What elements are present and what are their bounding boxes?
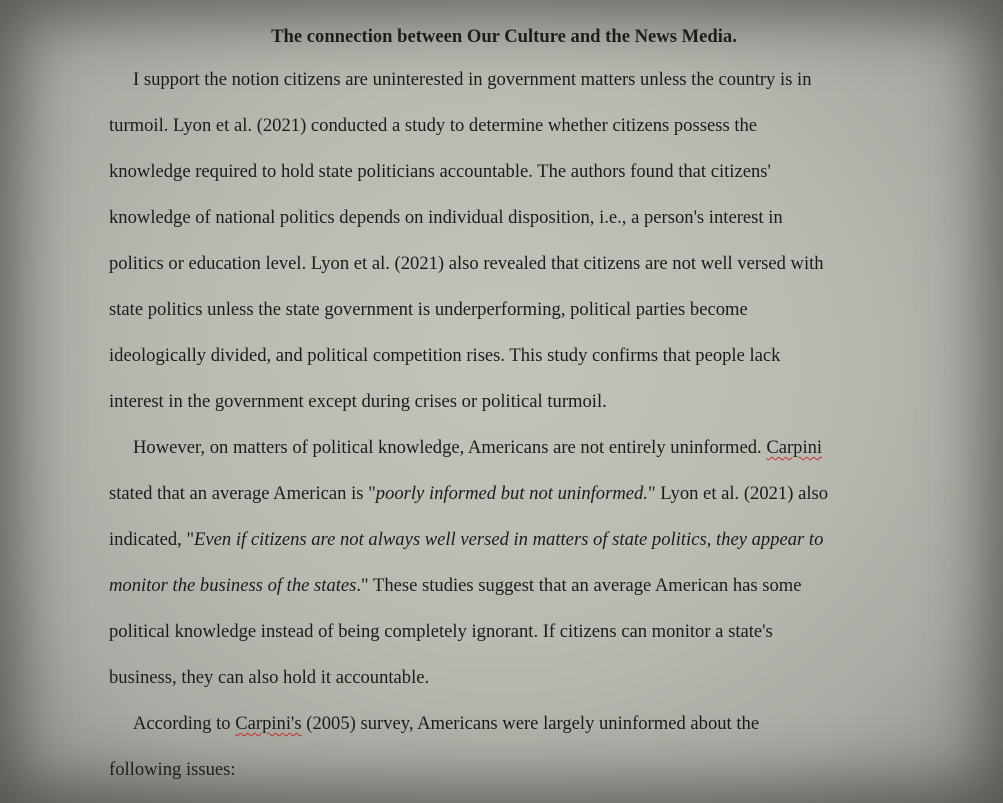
paragraph-1	[109, 57, 899, 425]
text-run: " Lyon et al. (2021) also	[647, 483, 829, 504]
text-line	[109, 701, 899, 747]
text-line: I support the notion citizens are uninterested in government matters unless the country is in	[133, 69, 812, 90]
misspelled-word[interactable]: Carpini's	[235, 713, 302, 734]
text-line	[109, 517, 899, 563]
document-title: The connection between Our Culture and the News Media.	[271, 26, 737, 47]
text-run: However, on matters of political knowledge, Americans are not entirely uninformed.	[133, 437, 767, 458]
misspelled-word[interactable]: Carpini	[766, 437, 823, 458]
text-line	[109, 471, 899, 517]
paragraph-3	[109, 701, 899, 793]
text-line: knowledge required to hold state politicians accountable. The authors found that citizens'	[109, 161, 771, 182]
paragraph-2	[109, 425, 899, 701]
text-line: ideologically divided, and political competition rises. This study confirms that people lack	[109, 345, 781, 366]
text-line	[109, 425, 899, 471]
text-line: business, they can also hold it accountable.	[109, 667, 430, 688]
text-run: (2005) survey, Americans were largely uninformed about the	[301, 713, 760, 734]
text-line: following issues:	[109, 759, 236, 780]
text-line: interest in the government except during crises or political turmoil.	[109, 391, 607, 412]
italic-quote: poorly informed but not uninformed.	[375, 483, 648, 504]
italic-quote: monitor the business of the states	[109, 575, 357, 596]
document-page	[109, 24, 899, 793]
italic-quote: Even if citizens are not always well versed in matters of state politics, they appear to	[194, 529, 824, 550]
text-line: political knowledge instead of being completely ignorant. If citizens can monitor a state's	[109, 621, 773, 642]
text-run: ." These studies suggest that an average American has some	[356, 575, 802, 596]
text-line	[109, 563, 899, 609]
text-run: According to	[133, 713, 236, 734]
text-line: politics or education level. Lyon et al. (2021) also revealed that citizens are not well versed with	[109, 253, 824, 274]
text-line: state politics unless the state government is underperforming, political parties become	[109, 299, 748, 320]
text-line: knowledge of national politics depends on individual disposition, i.e., a person's interest in	[109, 207, 783, 228]
text-run: indicated, "	[109, 529, 195, 550]
text-run: stated that an average American is "	[109, 483, 376, 504]
text-line: turmoil. Lyon et al. (2021) conducted a study to determine whether citizens possess the	[109, 115, 758, 136]
